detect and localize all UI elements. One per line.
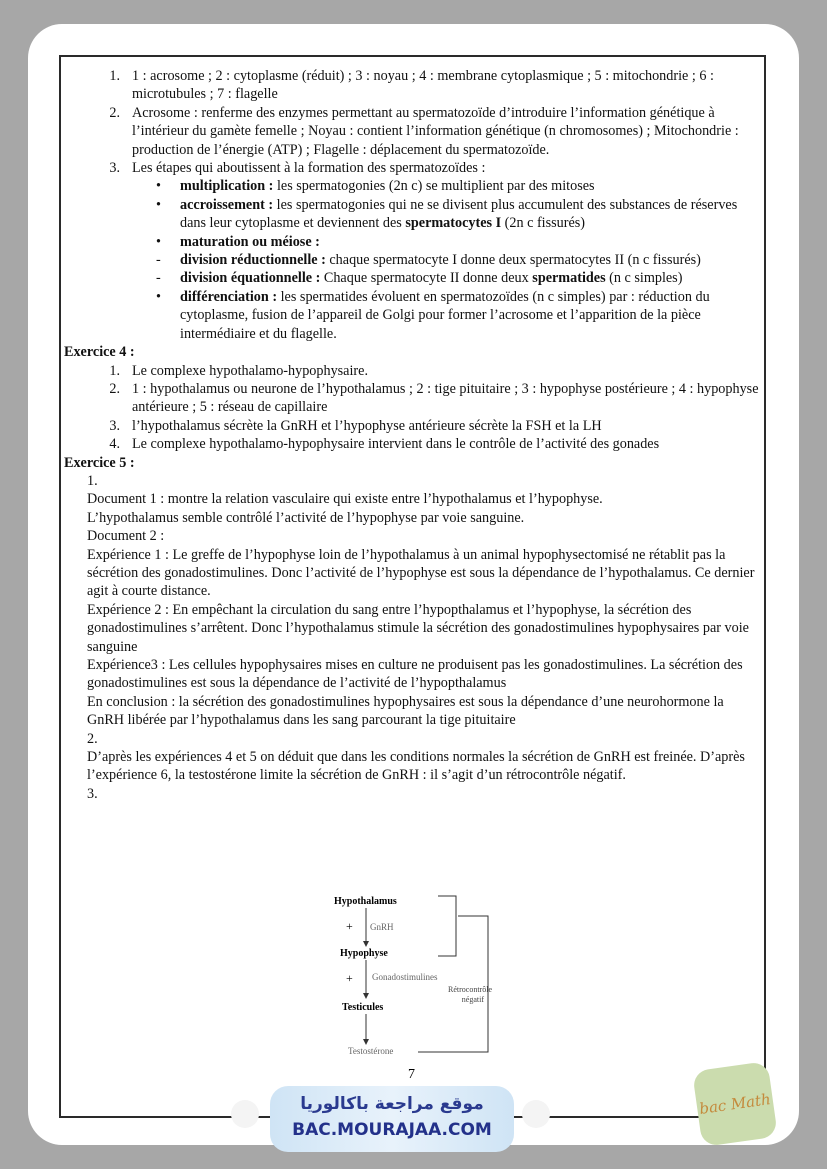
banner-arabic-title: موقع مراجعة باكالوريا — [300, 1094, 484, 1114]
stage-text: chaque spermatocyte I donne deux spermatocytes II (n c fissurés) — [325, 252, 701, 269]
feedback-bracket — [438, 896, 456, 956]
diagram-gonadostimulines: Gonadostimulines — [372, 972, 438, 982]
bullet-marker: • — [156, 196, 161, 213]
stage-item — [64, 233, 764, 251]
item-number: 3. — [109, 160, 120, 177]
answer-line: Document 2 : — [87, 528, 165, 545]
diagram-hypothalamus: Hypothalamus — [334, 896, 397, 907]
exercise-5-title: Exercice 5 : — [64, 454, 135, 471]
site-logo-right-icon — [522, 1100, 550, 1128]
hormonal-regulation-diagram — [318, 892, 498, 1062]
bullet-marker: • — [156, 288, 161, 305]
answer-line: D’après les expériences 4 et 5 on déduit que dans les conditions normales la sécrétion de GnRH est freinée. D’après l’expérience 6, la testostérone limite la sécrétion de GnRH : il s’agit d’un rétrocontrôle négatif. — [87, 749, 745, 784]
banner-url: BAC.MOURAJAA.COM — [292, 1120, 492, 1140]
stage-name: maturation ou méiose : — [180, 233, 320, 250]
diagram-testosterone: Testostérone — [348, 1046, 394, 1056]
item-text: 1 : acrosome ; 2 : cytoplasme (réduit) ; 3 : noyau ; 4 : membrane cytoplasmique ; 5 : mitochondrie ; 6 : microtubules ; 7 : flagelle — [132, 68, 714, 103]
item-number: 1. — [109, 68, 120, 84]
answer-line: L’hypothalamus semble contrôlé l’activité de l’hypophyse par voie sanguine. — [87, 509, 525, 526]
exercise-4-title: Exercice 4 : — [64, 344, 135, 361]
item-number: 2. — [109, 380, 120, 397]
answer-line: Expérience 1 : Le greffe de l’hypophyse loin de l’hypothalamus à un animal hypophysectomisé ne rétablit pas la sécrétion des gonadostimulines. Donc l’activité de l’hypophyse est sous la dépendance de l’hypothalamus. Ce dernier agit à courte distance. — [87, 546, 755, 600]
list-item — [64, 417, 764, 435]
site-banner-link[interactable] — [270, 1086, 514, 1152]
stage-item — [64, 251, 764, 269]
stage-text: les spermatides évoluent en spermatozoïdes (n c simples) par : réduction du cytoplasme, fusion de l’appareil de Golgi pour former l’acrosome et l’apparition de la pièce intermédiaire et du flagelle. — [180, 288, 710, 342]
answer-line: Expérience 2 : En empêchant la circulation du sang entre l’hypopthalamus et l’hypophyse, la sécrétion des gonadostimulines s’arrêtent. Donc l’hypothalamus stimule la sécrétion des gonadostimulines hypophysaires par voie sanguine — [87, 601, 749, 655]
diagram-hypophyse: Hypophyse — [340, 948, 388, 959]
stage-text: (2n c fissurés) — [501, 215, 586, 232]
stage-text: les spermatogonies qui ne se divisent plus accumulent des substances de réserves dans leur cytoplasme et deviennent des — [180, 196, 738, 232]
item-text: Le complexe hypothalamo-hypophysaire. — [132, 362, 368, 379]
diagram-retro-1: Rétrocontrôle — [448, 985, 492, 994]
diagram-gnrh: GnRH — [370, 922, 394, 932]
diagram-testicules: Testicules — [342, 1002, 384, 1013]
list-item — [64, 67, 764, 104]
stage-item — [64, 269, 764, 287]
section1-list — [64, 67, 764, 343]
item-number: 1. — [109, 362, 120, 379]
stage-text: (n c simples) — [605, 270, 683, 287]
stage-item — [64, 196, 764, 233]
bullet-marker: • — [156, 233, 161, 250]
bullet-marker: • — [156, 178, 161, 195]
stage-name: différenciation : — [180, 288, 278, 305]
arrowhead — [363, 993, 369, 999]
stage-text: Chaque spermatocyte II donne deux — [320, 270, 533, 287]
stage-term: spermatides — [532, 270, 606, 287]
diagram-retro-2: négatif — [461, 995, 484, 1004]
document-body — [64, 67, 764, 803]
list-item — [64, 159, 764, 177]
stage-name: multiplication : — [180, 178, 274, 195]
answer-line: Expérience3 : Les cellules hypophysaires mises en culture ne produisent pas les gonadostimulines. La sécrétion des gonadostimulines est sous la dépendance de l’activité de l’hypopthalamus — [87, 657, 743, 692]
stage-item — [64, 288, 764, 343]
question-number: 1. — [87, 472, 98, 489]
list-item — [64, 104, 764, 159]
stage-name: division réductionnelle : — [180, 252, 326, 269]
question-number: 2. — [87, 730, 98, 747]
stage-term: spermatocytes I — [405, 215, 502, 232]
item-text: Le complexe hypothalamo-hypophysaire intervient dans le contrôle de l’activité des gonades — [132, 436, 660, 453]
item-number: 4. — [109, 436, 120, 453]
item-text: Acrosome : renferme des enzymes permettant au spermatozoïde d’introduire l’information génétique à l’intérieur du gamète femelle ; Noyau : contient l’information génétique (n chromosomes) ; Mitochondrie : production de l’énergie (ATP) ; Flagelle : déplacement du spermatozoïde. — [132, 104, 739, 158]
item-number: 2. — [109, 104, 120, 121]
diagram-plus: + — [346, 919, 353, 933]
arrowhead — [363, 1039, 369, 1045]
answer-line: En conclusion : la sécrétion des gonadostimulines hypophysaires est sous la dépendance d’une neurohormone la GnRH libérée par l’hypothalamus dans les sang parcourant la tige pituitaire — [87, 693, 724, 729]
dash-marker: - — [156, 252, 161, 269]
item-text: 1 : hypothalamus ou neurone de l’hypothalamus ; 2 : tige pituitaire ; 3 : hypophyse postérieure ; 4 : hypophyse antérieure ; 5 : réseau de capillaire — [132, 380, 759, 416]
page-sheet — [28, 24, 799, 1145]
stage-text: les spermatogonies (2n c) se multiplient par des mitoses — [273, 178, 595, 195]
exercise-5-body — [64, 472, 764, 803]
list-item — [64, 380, 764, 417]
list-item — [64, 362, 764, 380]
item-text: l’hypothalamus sécrète la GnRH et l’hypophyse antérieure sécrète la FSH et la LH — [132, 417, 602, 434]
dash-marker: - — [156, 270, 161, 287]
feedback-line — [418, 916, 488, 1052]
item-text: Les étapes qui aboutissent à la formation des spermatozoïdes : — [132, 160, 486, 177]
answer-line: Document 1 : montre la relation vasculaire qui existe entre l’hypothalamus et l’hypophyse. — [87, 491, 603, 508]
list-item — [64, 435, 764, 453]
site-logo-left-icon — [231, 1100, 259, 1128]
question-number: 3. — [87, 785, 98, 802]
diagram-plus: + — [346, 971, 353, 985]
stage-item — [64, 177, 764, 195]
item-number: 3. — [109, 417, 120, 434]
stage-name: accroissement : — [180, 196, 274, 213]
bac-math-logo: bac Math — [692, 1061, 778, 1147]
page-number: 7 — [408, 1067, 415, 1082]
exercise-4-list — [64, 362, 764, 454]
stage-name: division équationnelle : — [180, 270, 321, 287]
arrowhead — [363, 941, 369, 947]
